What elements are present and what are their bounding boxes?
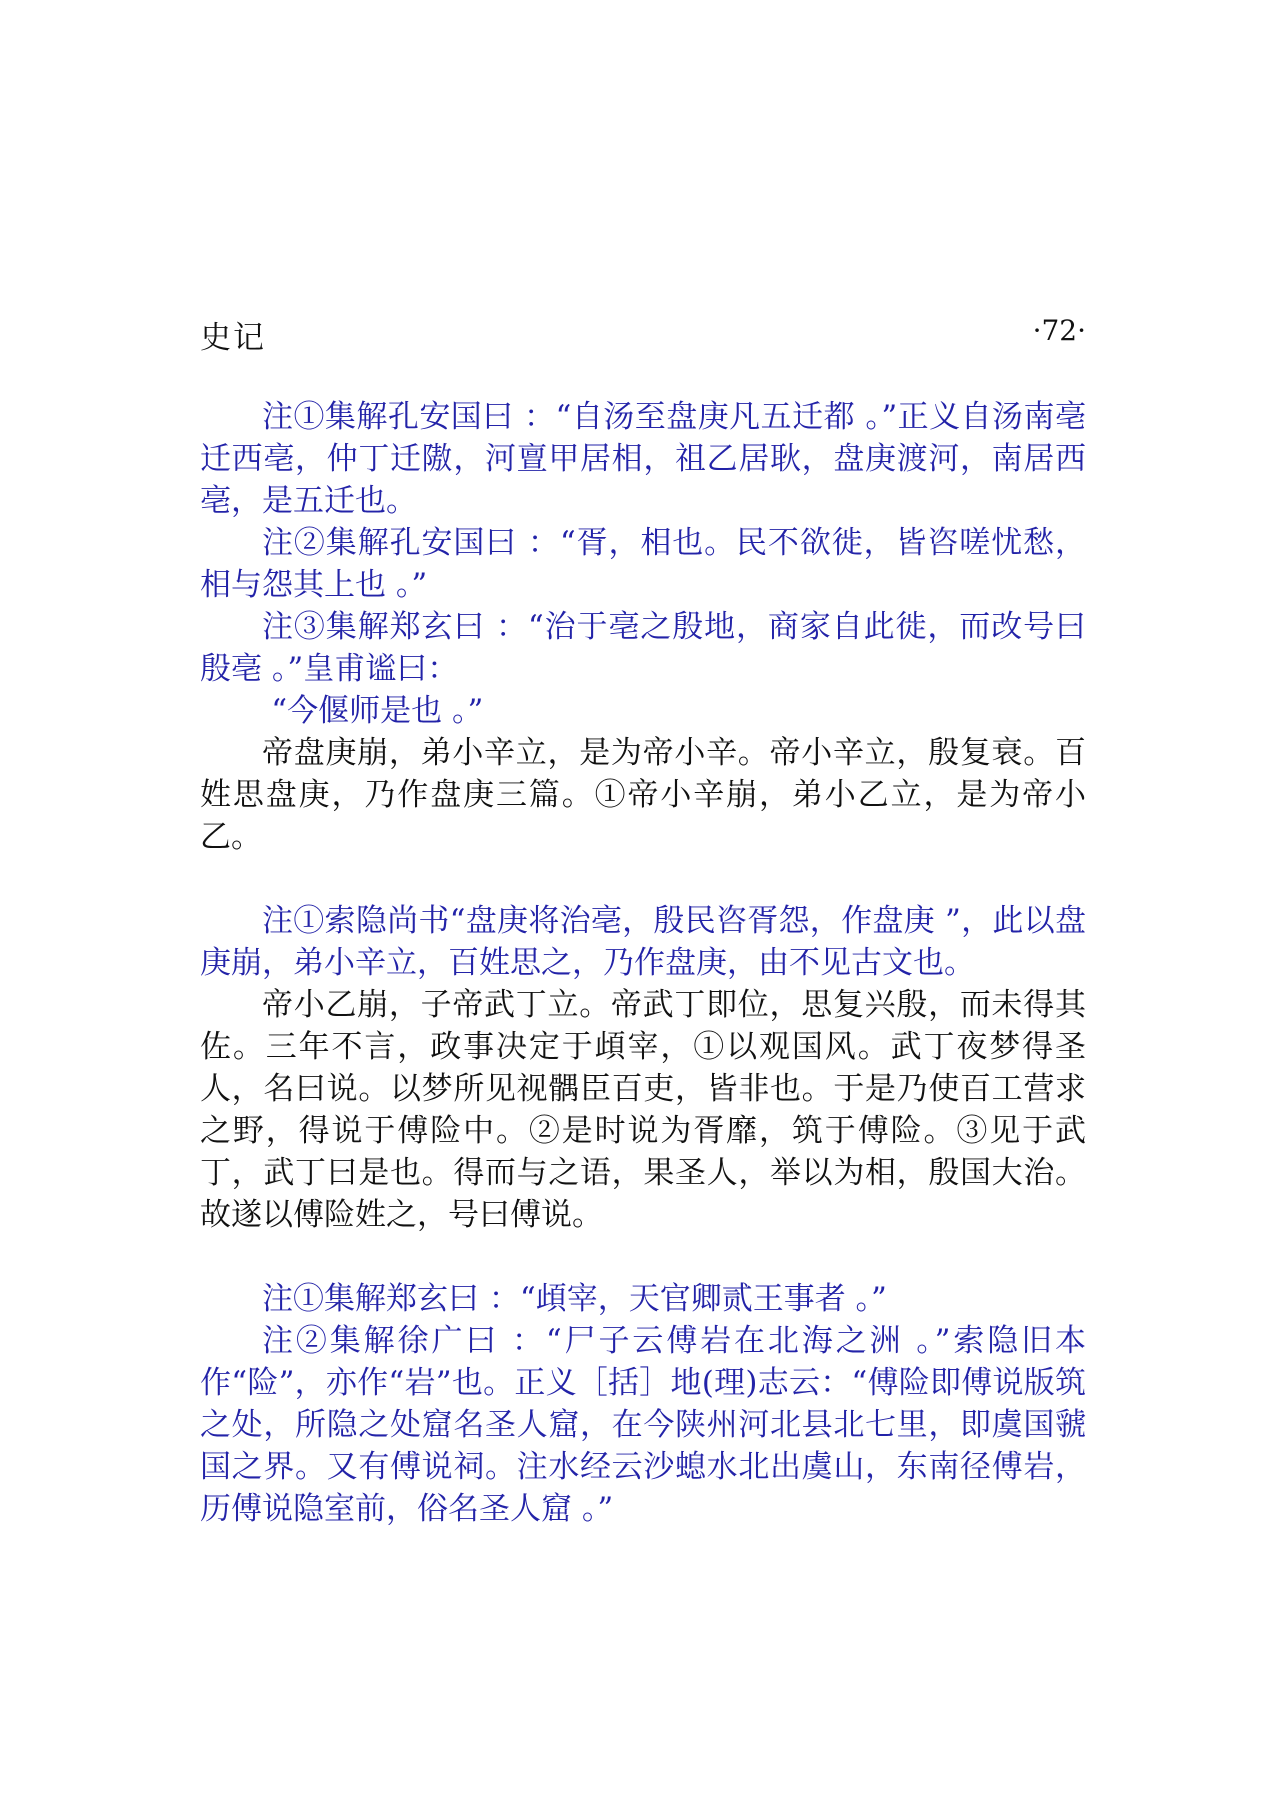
paragraph-gap [200, 858, 1086, 900]
page-number: ·72· [1032, 314, 1086, 347]
annotation-paragraph: 注②集解孔安国曰 ：“胥，相也。民不欲徙，皆咨嗟忧愁，相与怨其上也 。” [200, 525, 1086, 603]
book-title: 史记 [200, 320, 266, 356]
page-body [200, 396, 1086, 1530]
main-text-paragraph: 帝小乙崩，子帝武丁立。帝武丁即位，思复兴殷，而未得其佐。三年不言，政事决定于頉宰，①以观国风。武丁夜梦得圣人，名曰说。以梦所见视髃臣百吏，皆非也。于是乃使百工营求之野，得说于傅险中。②是时说为胥靡，筑于傅险。③见于武丁，武丁曰是也。得而与之语，果圣人，举以为相，殷国大治。故遂以傅险姓之，号曰傅说。 [200, 987, 1086, 1233]
annotation-paragraph: 注③集解郑玄曰 ：“治于亳之殷地，商家自此徙，而改号曰殷亳 。”皇甫谧曰： [200, 609, 1086, 687]
annotation-paragraph: 注①集解郑玄曰 ：“頉宰，天官卿贰王事者 。” [262, 1281, 887, 1317]
annotation-paragraph: 注①集解孔安国曰 ：“自汤至盘庚凡五迁都 。”正义自汤南亳迁西亳，仲丁迁隞，河亶甲居相，祖乙居耿，盘庚渡河，南居西亳，是五迁也。 [200, 399, 1086, 519]
annotation-paragraph: “今偃师是也 。” [271, 693, 484, 729]
annotation-paragraph: 注②集解徐广曰 ：“尸子云傅岩在北海之洲 。”索隐旧本作“险”，亦作“岩”也。正义［括］地(理)志云：“傅险即傅说版筑之处，所隐之处窟名圣人窟，在今陕州河北县北七里，即虞国虢国之界。又有傅说祠。注水经云沙螅水北出虞山，东南径傅岩，历傅说隐室前，俗名圣人窟 。” [200, 1323, 1086, 1527]
paragraph-gap [200, 1236, 1086, 1278]
page-header [200, 312, 1086, 356]
main-text-paragraph: 帝盘庚崩，弟小辛立，是为帝小辛。帝小辛立，殷复衰。百姓思盘庚，乃作盘庚三篇。①帝小辛崩，弟小乙立，是为帝小乙。 [200, 735, 1086, 855]
annotation-paragraph: 注①索隐尚书“盘庚将治亳，殷民咨胥怨，作盘庚 ”，此以盘庚崩，弟小辛立，百姓思之，乃作盘庚，由不见古文也。 [200, 903, 1086, 981]
